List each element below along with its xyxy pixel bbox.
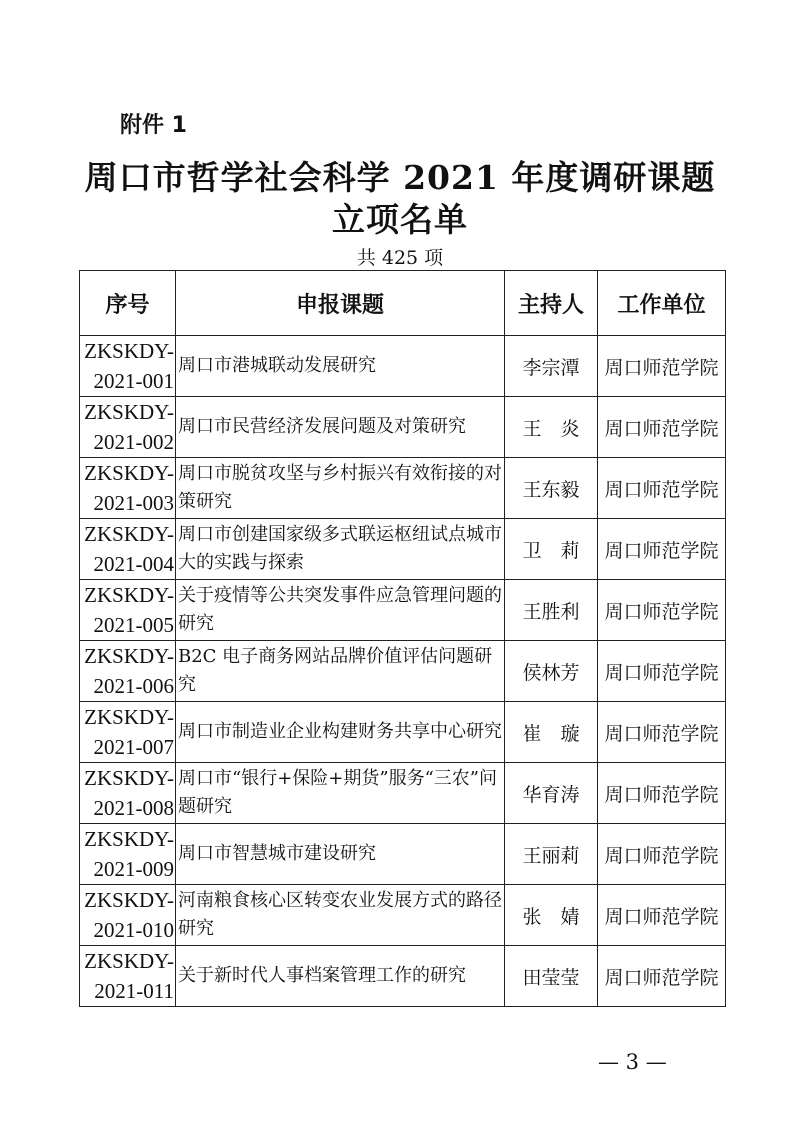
host-cell: 王丽莉 (505, 824, 598, 885)
unit-cell: 周口师范学院 (598, 946, 726, 1007)
table-row (80, 519, 726, 580)
topic-cell: 周口市民营经济发展问题及对策研究 (176, 397, 505, 458)
unit-cell: 周口师范学院 (598, 702, 726, 763)
attachment-label: 附件 1 (120, 113, 187, 138)
serial-prefix: ZKSKDY- (84, 461, 174, 485)
host-cell: 张 婧 (505, 885, 598, 946)
unit-cell: 周口师范学院 (598, 458, 726, 519)
serial-prefix: ZKSKDY- (84, 827, 174, 851)
unit-cell: 周口师范学院 (598, 824, 726, 885)
serial-suffix: 2021-003 (93, 491, 174, 515)
serial-suffix: 2021-002 (93, 430, 174, 454)
topic-cell: 关于新时代人事档案管理工作的研究 (176, 946, 505, 1007)
host-cell: 卫 莉 (505, 519, 598, 580)
serial-suffix: 2021-005 (93, 613, 174, 637)
project-table (79, 270, 726, 1007)
table-header-row (80, 271, 726, 336)
total-count: 共 425 项 (356, 247, 444, 269)
page-number: — 3 — (598, 1050, 667, 1074)
serial-number-cell (80, 824, 176, 885)
serial-suffix: 2021-011 (94, 979, 174, 1003)
serial-number-cell (80, 641, 176, 702)
topic-cell: 周口市“银行+保险+期货”服务“三农”问题研究 (176, 763, 505, 824)
topic-cell: B2C 电子商务网站品牌价值评估问题研究 (176, 641, 505, 702)
table-row (80, 580, 726, 641)
table-row (80, 336, 726, 397)
topic-cell: 河南粮食核心区转变农业发展方式的路径研究 (176, 885, 505, 946)
serial-number-cell (80, 336, 176, 397)
serial-suffix: 2021-006 (93, 674, 174, 698)
serial-prefix: ZKSKDY- (84, 949, 174, 973)
serial-prefix: ZKSKDY- (84, 339, 174, 363)
serial-number-cell (80, 763, 176, 824)
topic-cell: 周口市制造业企业构建财务共享中心研究 (176, 702, 505, 763)
unit-cell: 周口师范学院 (598, 519, 726, 580)
table-row (80, 458, 726, 519)
page-subtitle: 立项名单 (332, 200, 468, 239)
unit-cell: 周口师范学院 (598, 336, 726, 397)
header-serial-number: 序号 (80, 271, 176, 336)
topic-cell: 关于疫情等公共突发事件应急管理问题的研究 (176, 580, 505, 641)
serial-suffix: 2021-001 (93, 369, 174, 393)
serial-number-cell (80, 885, 176, 946)
serial-prefix: ZKSKDY- (84, 888, 174, 912)
unit-cell: 周口师范学院 (598, 763, 726, 824)
serial-number-cell (80, 702, 176, 763)
serial-number-cell (80, 580, 176, 641)
serial-prefix: ZKSKDY- (84, 400, 174, 424)
table-row (80, 641, 726, 702)
host-cell: 李宗潭 (505, 336, 598, 397)
header-topic: 申报课题 (176, 271, 505, 336)
host-cell: 王胜利 (505, 580, 598, 641)
table-row (80, 397, 726, 458)
topic-cell: 周口市港城联动发展研究 (176, 336, 505, 397)
serial-suffix: 2021-009 (93, 857, 174, 881)
host-cell: 田莹莹 (505, 946, 598, 1007)
topic-cell: 周口市脱贫攻坚与乡村振兴有效衔接的对策研究 (176, 458, 505, 519)
serial-prefix: ZKSKDY- (84, 766, 174, 790)
serial-suffix: 2021-010 (93, 918, 174, 942)
host-cell: 王东毅 (505, 458, 598, 519)
host-cell: 侯林芳 (505, 641, 598, 702)
table-row (80, 702, 726, 763)
serial-prefix: ZKSKDY- (84, 522, 174, 546)
host-cell: 华育涛 (505, 763, 598, 824)
serial-number-cell (80, 458, 176, 519)
unit-cell: 周口师范学院 (598, 885, 726, 946)
host-cell: 王 炎 (505, 397, 598, 458)
header-unit: 工作单位 (598, 271, 726, 336)
serial-number-cell (80, 397, 176, 458)
serial-suffix: 2021-007 (93, 735, 174, 759)
topic-cell: 周口市智慧城市建设研究 (176, 824, 505, 885)
unit-cell: 周口师范学院 (598, 580, 726, 641)
serial-suffix: 2021-004 (93, 552, 174, 576)
table-row (80, 885, 726, 946)
topic-cell: 周口市创建国家级多式联运枢纽试点城市大的实践与探索 (176, 519, 505, 580)
table-row (80, 946, 726, 1007)
host-cell: 崔 璇 (505, 702, 598, 763)
serial-prefix: ZKSKDY- (84, 705, 174, 729)
unit-cell: 周口师范学院 (598, 397, 726, 458)
table-row (80, 763, 726, 824)
serial-number-cell (80, 519, 176, 580)
serial-prefix: ZKSKDY- (84, 583, 174, 607)
serial-suffix: 2021-008 (93, 796, 174, 820)
header-host: 主持人 (505, 271, 598, 336)
serial-number-cell (80, 946, 176, 1007)
serial-prefix: ZKSKDY- (84, 644, 174, 668)
page-title: 周口市哲学社会科学 2021 年度调研课题 (84, 158, 716, 197)
table-row (80, 824, 726, 885)
unit-cell: 周口师范学院 (598, 641, 726, 702)
